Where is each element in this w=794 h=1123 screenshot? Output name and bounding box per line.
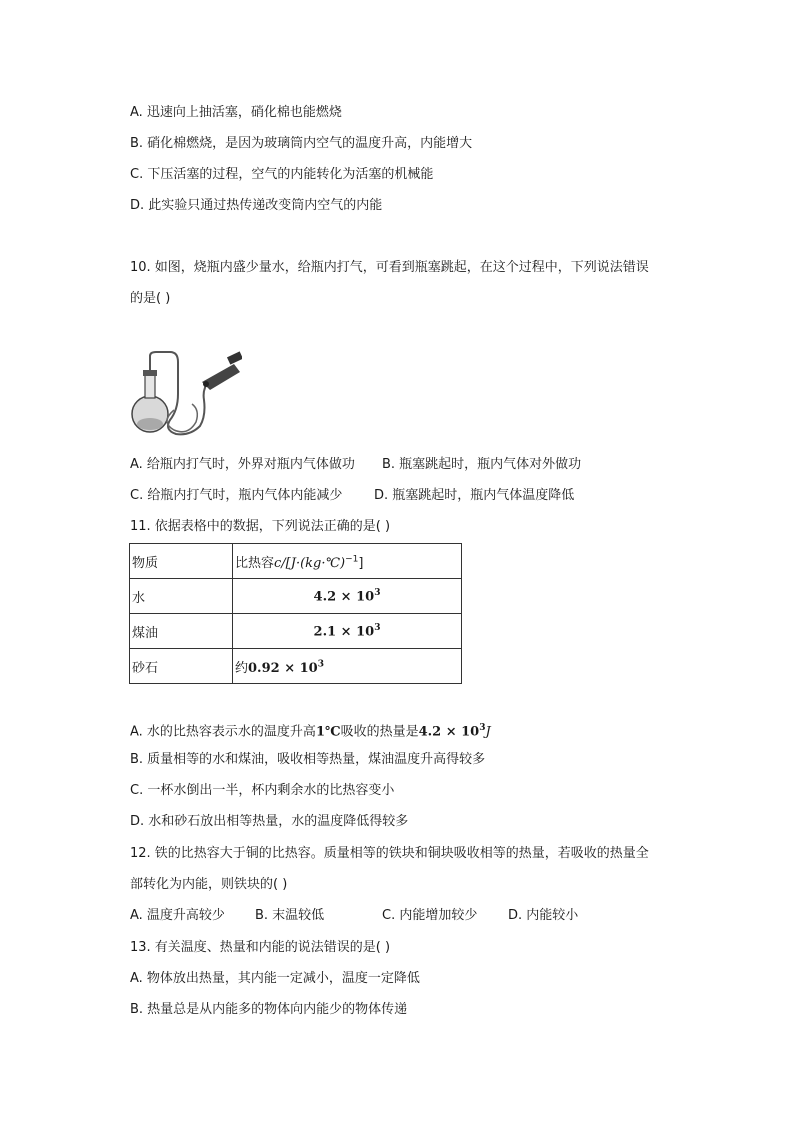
q11-option-b: B. 质量相等的水和煤油，吸收相等热量，煤油温度升高得较多 [130,752,486,767]
header-math: c/[J·(kg·℃) [274,555,346,571]
q11-option-a-text2: 吸收的热量是 [340,724,419,740]
value-base: 4.2 × 10 [313,589,375,605]
value-exp: 3 [374,622,381,633]
q11-stem: 11. 依据表格中的数据，下列说法正确的是( ) [130,519,391,534]
table-cell-substance: 水 [130,579,233,614]
q10-option-a: A. 给瓶内打气时，外界对瓶内气体做功 [130,457,355,472]
flask-stopper [143,370,157,376]
q10-option-b: B. 瓶塞跳起时，瓶内气体对外做功 [382,457,582,472]
q10-option-d: D. 瓶塞跳起时，瓶内气体温度降低 [374,488,575,503]
value-exp: 3 [317,659,324,670]
pump-nozzle [203,381,209,387]
q11-option-a-math1: 1℃ [315,724,341,740]
header-suffix: ] [358,555,364,571]
q9-option-d: D. 此实验只通过热传递改变筒内空气的内能 [130,198,383,213]
table-header-row [130,544,462,579]
q11-option-c: C. 一杯水倒出一半，杯内剩余水的比热容变小 [130,783,395,798]
table-header-substance: 物质 [130,544,233,579]
value-prefix: 约 [235,660,249,676]
table-cell-substance: 砂石 [130,649,233,684]
q13-option-a: A. 物体放出热量，其内能一定减小，温度一定降低 [130,971,420,986]
flask-water [137,418,163,430]
q12-option-a: A. 温度升高较少 [130,908,225,923]
q10-stem-line2: 的是( ) [130,291,171,306]
q13-option-b: B. 热量总是从内能多的物体向内能少的物体传递 [130,1002,408,1017]
q11-option-a-unit: J [485,724,491,740]
table-cell-value [233,649,462,684]
value-base: 0.92 × 10 [248,660,318,676]
header-sup: −1 [345,554,359,565]
q10-stem-line1: 10. 如图，烧瓶内盛少量水，给瓶内打气，可看到瓶塞跳起，在这个过程中，下列说法错误 [130,260,649,275]
table-row [130,579,462,614]
value-exp: 3 [374,587,381,598]
specific-heat-table [129,543,462,684]
table-cell-substance: 煤油 [130,614,233,649]
q12-stem-line1: 12. 铁的比热容大于铜的比热容。质量相等的铁块和铜块吸收相等的热量，若吸收的热量全 [130,846,649,861]
q9-option-b: B. 硝化棉燃烧，是因为玻璃筒内空气的温度升高，内能增大 [130,136,473,151]
q11-option-a [130,719,491,741]
pump-handle [227,351,242,364]
table-header-heat-capacity [233,544,462,579]
table-cell-value [233,614,462,649]
q12-stem-line2: 部转化为内能，则铁块的( ) [130,877,288,892]
q9-option-a: A. 迅速向上抽活塞，硝化棉也能燃烧 [130,105,342,120]
flask-pump-figure [130,350,242,446]
table-row [130,614,462,649]
header-prefix: 比热容 [235,555,275,571]
q13-stem: 13. 有关温度、热量和内能的说法错误的是( ) [130,940,391,955]
q10-option-c: C. 给瓶内打气时，瓶内气体内能减少 [130,488,343,503]
table-row [130,649,462,684]
q11-option-d: D. 水和砂石放出相等热量，水的温度降低得较多 [130,814,409,829]
q11-option-a-exp: 3 [479,723,486,733]
q11-option-a-math2: 4.2 × 10 [418,724,480,740]
q11-option-a-text: A. 水的比热容表示水的温度升高 [130,724,316,740]
table-cell-value [233,579,462,614]
q12-option-d: D. 内能较小 [508,908,579,923]
q12-option-b: B. 末温较低 [255,908,325,923]
value-base: 2.1 × 10 [313,624,375,640]
q12-option-c: C. 内能增加较少 [382,908,478,923]
q9-option-c: C. 下压活塞的过程，空气的内能转化为活塞的机械能 [130,167,434,182]
